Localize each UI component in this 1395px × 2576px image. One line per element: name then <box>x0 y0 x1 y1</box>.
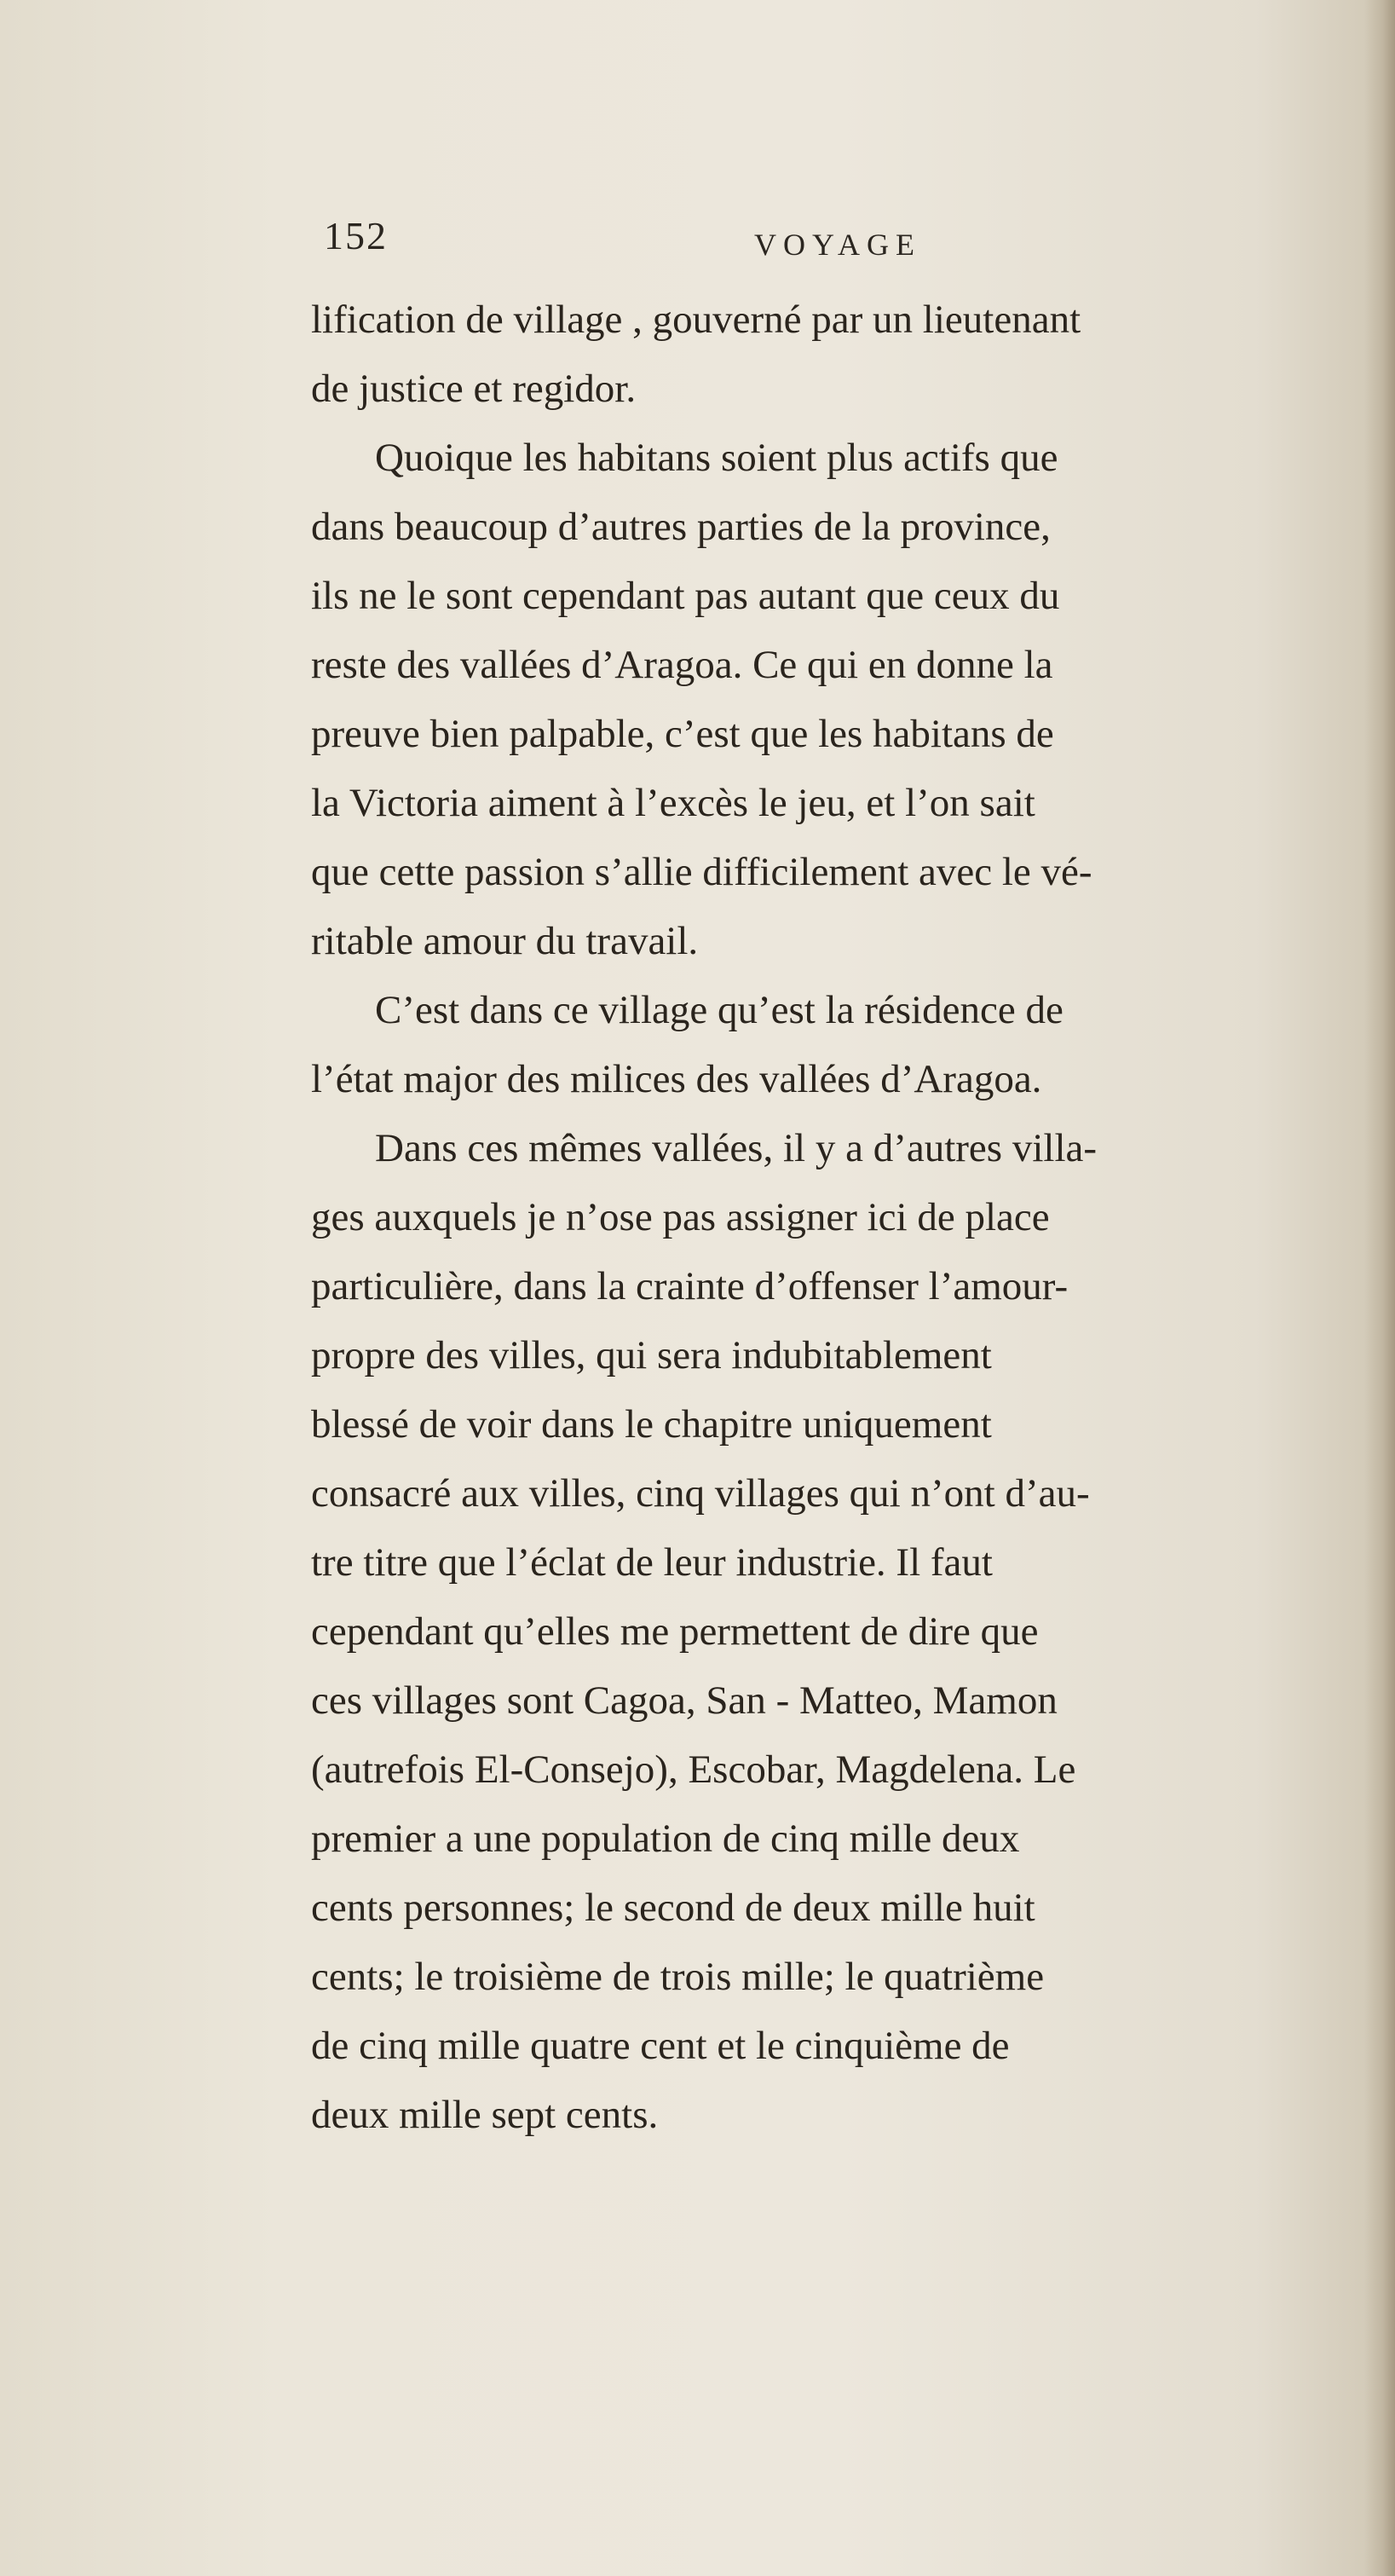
text-line: l’état major des milices des vallées d’Aragoa. <box>311 1057 1042 1101</box>
text-line: de cinq mille quatre cent et le cinquième de <box>311 2024 1010 2068</box>
text-line: consacré aux villes, cinq villages qui n’ont d’au- <box>311 1471 1090 1516</box>
paragraph-start-line: C’est dans ce village qu’est la résidence de <box>375 988 1064 1032</box>
text-line: preuve bien palpable, c’est que les habitans de <box>311 712 1054 756</box>
page-header <box>324 213 1006 264</box>
text-line: cents personnes; le second de deux mille huit <box>311 1886 1035 1930</box>
running-head: VOYAGE <box>754 228 921 262</box>
text-line: dans beaucoup d’autres parties de la province, <box>311 505 1051 549</box>
text-line: ges auxquels je n’ose pas assigner ici de place <box>311 1195 1050 1239</box>
text-line: cents; le troisième de trois mille; le quatrième <box>311 1955 1045 1999</box>
paragraph-start-line: Quoique les habitans soient plus actifs que <box>375 436 1058 480</box>
page-number: 152 <box>324 214 388 257</box>
text-line: particulière, dans la crainte d’offenser l’amour- <box>311 1264 1069 1308</box>
body-text <box>311 286 1381 2150</box>
text-line: ils ne le sont cependant pas autant que ceux du <box>311 574 1060 618</box>
text-line: que cette passion s’allie difficilement avec le vé- <box>311 850 1092 894</box>
text-line: reste des vallées d’Aragoa. Ce qui en donne la <box>311 643 1053 687</box>
text-line: ces villages sont Cagoa, San - Matteo, Mamon <box>311 1678 1058 1723</box>
paragraph-start-line: Dans ces mêmes vallées, il y a d’autres villa- <box>375 1126 1098 1170</box>
text-line: de justice et regidor. <box>311 367 637 411</box>
text-line: (autrefois El-Consejo), Escobar, Magdelena. Le <box>311 1747 1076 1792</box>
text-line: premier a une population de cinq mille deux <box>311 1816 1020 1861</box>
text-line: propre des villes, qui sera indubitablement <box>311 1333 992 1378</box>
text-line: ritable amour du travail. <box>311 919 699 963</box>
text-line: deux mille sept cents. <box>311 2093 659 2137</box>
text-line: lification de village , gouverné par un lieutenant <box>311 297 1081 342</box>
text-line: tre titre que l’éclat de leur industrie. Il faut <box>311 1540 993 1585</box>
text-line: cependant qu’elles me permettent de dire que <box>311 1609 1039 1654</box>
text-line: la Victoria aiment à l’excès le jeu, et l’on sait <box>311 781 1035 825</box>
text-line: blessé de voir dans le chapitre uniquement <box>311 1402 992 1447</box>
